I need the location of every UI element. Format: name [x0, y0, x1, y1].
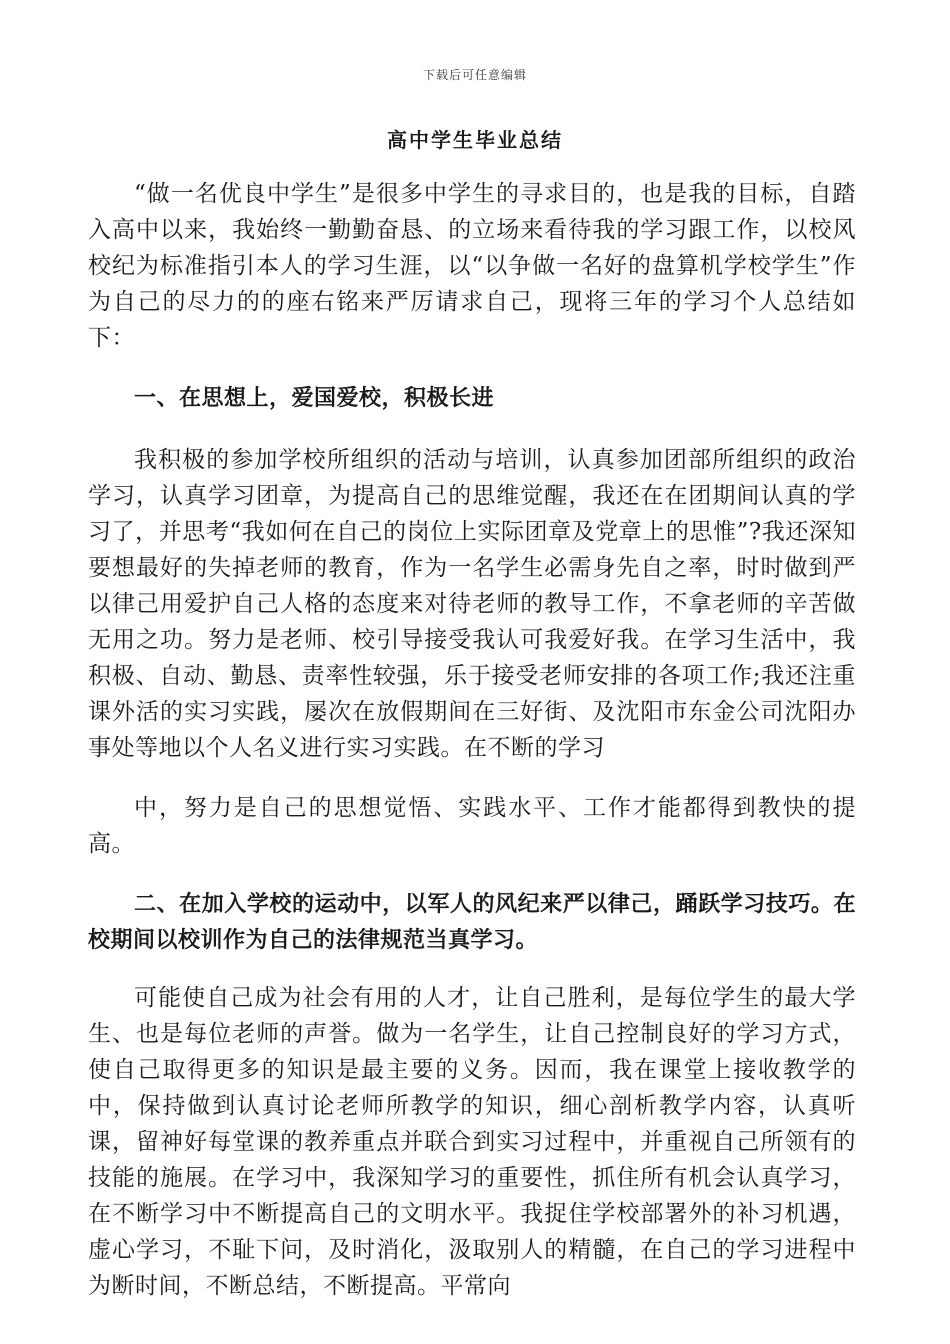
section-1-continuation: 中，努力是自己的思想觉悟、实践水平、工作才能都得到教快的提高。 — [88, 795, 856, 857]
section-2-paragraph: 可能使自己成为社会有用的人才，让自己胜利，是每位学生的最大学生、也是每位老师的声誉。做为一名学生，让自己控制良好的学习方式，使自己取得更多的知识是最主要的义务。因而，我在课堂上接收教学的中，保持做到认真讨论老师所教学的知识，细心剖析教学内容，认真听课，留神好每堂课的教养重点并联合到实习过程中，并重视自己所领有的技能的施展。在学习中，我深知学习的重要性，抓住所有机会认真学习，在不断学习中不断提高自己的文明水平。我捉住学校部署外的补习机遇，虚心学习，不耻下问，及时消化，汲取别人的精髓，在自己的学习进程中为断时间，不断总结，不断提高。平常向 — [88, 985, 856, 1299]
section-heading-1: 一、在思想上，爱国爱校，积极长进 — [134, 385, 495, 411]
section-heading-2: 二、在加入学校的运动中，以军人的风纪来严以律己，踊跃学习技巧。在校期间以校训作为自己的法律规范当真学习。 — [88, 891, 856, 953]
document-title: 高中学生毕业总结 — [387, 128, 563, 152]
header-note: 下载后可任意编辑 — [422, 68, 527, 82]
section-1-paragraph: 我积极的参加学校所组织的活动与培训，认真参加团部所组织的政治学习，认真学习团章，为提高自己的思维觉醒，我还在在团期间认真的学习了，并思考“我如何在自己的岗位上实际团章及党章上的思惟”?我还深知要想最好的失掉老师的教育，作为一名学生必需身先自之率，时时做到严以律己用爱护自己人格的态度来对待老师的教导工作，不拿老师的辛苦做无用之功。努力是老师、校引导接受我认可我爱好我。在学习生活中，我积极、自动、勤恳、责率性较强，乐于接受老师安排的各项工作;我还注重课外活的实习实践，屡次在放假期间在三好街、及沈阳市东金公司沈阳办事处等地以个人名义进行实习实践。在不断的学习 — [88, 447, 856, 761]
document-body — [88, 176, 856, 1304]
intro-paragraph: “做一名优良中学生”是很多中学生的寻求目的，也是我的目标，自踏入高中以来，我始终一勤勤奋恳、的立场来看待我的学习跟工作，以校风校纪为标准指引本人的学习生涯，以“以争做一名好的盘算机学校学生”作为自己的尽力的的座右铭来严厉请求自己，现将三年的学习个人总结如下： — [88, 181, 856, 351]
